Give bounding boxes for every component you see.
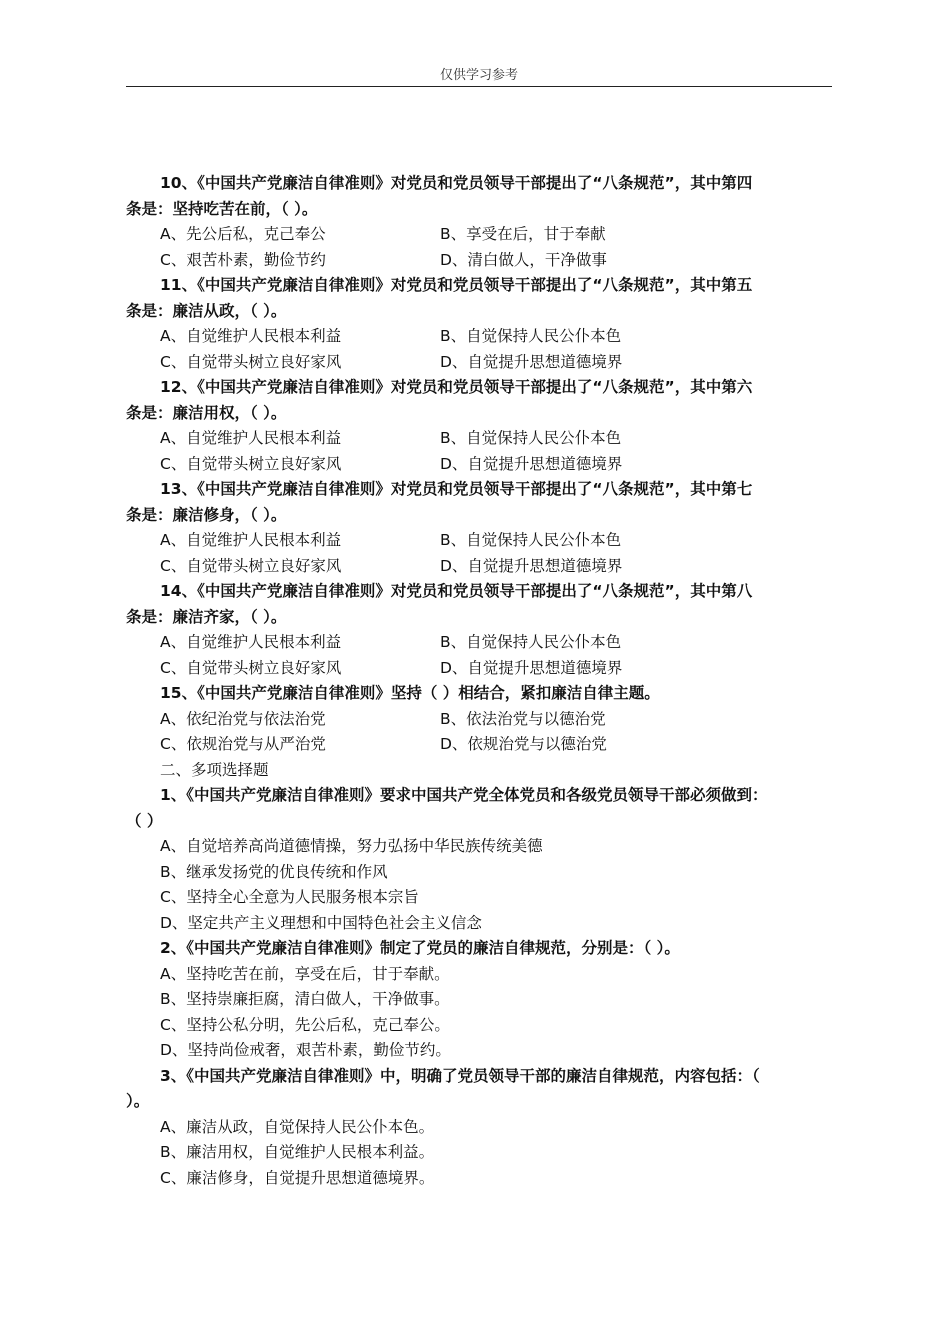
option-text: D、自觉提升思想道德境界 bbox=[440, 556, 623, 575]
option-text: C、自觉带头树立良好家风 bbox=[160, 454, 342, 473]
option-row bbox=[126, 222, 832, 248]
option-row bbox=[126, 324, 832, 350]
option-text: A、自觉维护人民根本利益 bbox=[160, 531, 342, 549]
page-header: 仅供学习参考 bbox=[439, 68, 518, 83]
question-line: （ ） bbox=[126, 811, 163, 830]
option-row bbox=[126, 732, 832, 758]
option-text: C、自觉带头树立良好家风 bbox=[160, 556, 342, 575]
option-row bbox=[126, 350, 832, 376]
option-row bbox=[126, 630, 832, 656]
option-text: A、自觉培养高尚道德情操，努力弘扬中华民族传统美德 bbox=[160, 837, 543, 855]
question-line: ）。 bbox=[126, 1092, 150, 1110]
option-text: C、坚持全心全意为人民服务根本宗旨 bbox=[160, 888, 419, 906]
option-row bbox=[126, 452, 832, 478]
question-line: 14、《中国共产党廉洁自律准则》对党员和党员领导干部提出了“八条规范”，其中第八 bbox=[160, 582, 753, 600]
question-line: 条是：坚持吃苦在前，（ ）。 bbox=[126, 199, 318, 218]
option-row bbox=[126, 554, 832, 580]
question-line: 条是：廉洁齐家，（ ）。 bbox=[126, 607, 287, 626]
document-body bbox=[126, 171, 832, 1191]
option-text: B、继承发扬党的优良传统和作风 bbox=[160, 862, 388, 881]
option-text: B、享受在后，甘于奉献 bbox=[440, 225, 606, 243]
option-text: A、廉洁从政，自觉保持人民公仆本色。 bbox=[160, 1117, 435, 1136]
option-text: D、依规治党与以德治党 bbox=[440, 735, 607, 753]
option-text: D、自觉提升思想道德境界 bbox=[440, 352, 623, 371]
option-text: A、先公后私，克己奉公 bbox=[160, 225, 326, 243]
question-line: 11、《中国共产党廉洁自律准则》对党员和党员领导干部提出了“八条规范”，其中第五 bbox=[160, 276, 753, 294]
option-text: B、依法治党与以德治党 bbox=[440, 709, 606, 728]
option-text: A、坚持吃苦在前，享受在后，甘于奉献。 bbox=[160, 964, 450, 983]
question-line: 条是：廉洁修身，（ ）。 bbox=[126, 505, 287, 524]
option-text: D、坚定共产主义理想和中国特色社会主义信念 bbox=[160, 913, 482, 932]
question-line: 3、《中国共产党廉洁自律准则》中，明确了党员领导干部的廉洁自律规范，内容包括：（ bbox=[160, 1066, 760, 1085]
option-text: C、自觉带头树立良好家风 bbox=[160, 658, 342, 677]
option-text: C、坚持公私分明，先公后私，克己奉公。 bbox=[160, 1015, 450, 1034]
option-row bbox=[126, 656, 832, 682]
option-text: B、自觉保持人民公仆本色 bbox=[440, 633, 622, 651]
option-text: D、自觉提升思想道德境界 bbox=[440, 454, 623, 473]
question-line: 12、《中国共产党廉洁自律准则》对党员和党员领导干部提出了“八条规范”，其中第六 bbox=[160, 378, 753, 396]
option-text: C、廉洁修身，自觉提升思想道德境界。 bbox=[160, 1168, 435, 1187]
option-text: B、自觉保持人民公仆本色 bbox=[440, 429, 622, 447]
question-line: 1、《中国共产党廉洁自律准则》要求中国共产党全体党员和各级党员领导干部必须做到： bbox=[160, 786, 768, 804]
option-text: B、自觉保持人民公仆本色 bbox=[440, 531, 622, 549]
question-line: 10、《中国共产党廉洁自律准则》对党员和党员领导干部提出了“八条规范”，其中第四 bbox=[160, 174, 753, 192]
option-text: D、自觉提升思想道德境界 bbox=[440, 658, 623, 677]
section-heading: 二、多项选择题 bbox=[160, 760, 269, 779]
option-text: C、艰苦朴素，勤俭节约 bbox=[160, 250, 326, 269]
option-row bbox=[126, 248, 832, 274]
option-text: C、自觉带头树立良好家风 bbox=[160, 352, 342, 371]
question-line: 条是：廉洁从政，（ ）。 bbox=[126, 301, 287, 320]
option-text: A、自觉维护人民根本利益 bbox=[160, 327, 342, 345]
option-text: A、自觉维护人民根本利益 bbox=[160, 633, 342, 651]
option-text: C、依规治党与从严治党 bbox=[160, 735, 326, 753]
question-line: 15、《中国共产党廉洁自律准则》坚持（ ）相结合，紧扣廉洁自律主题。 bbox=[160, 684, 660, 702]
question-line: 2、《中国共产党廉洁自律准则》制定了党员的廉洁自律规范，分别是：（ ）。 bbox=[160, 939, 680, 957]
question-line: 13、《中国共产党廉洁自律准则》对党员和党员领导干部提出了“八条规范”，其中第七 bbox=[160, 480, 753, 498]
option-text: B、坚持崇廉拒腐，清白做人，干净做事。 bbox=[160, 990, 450, 1008]
option-text: D、清白做人，干净做事 bbox=[440, 250, 607, 269]
option-text: A、自觉维护人民根本利益 bbox=[160, 429, 342, 447]
option-row bbox=[126, 528, 832, 554]
option-text: D、坚持尚俭戒奢，艰苦朴素，勤俭节约。 bbox=[160, 1041, 451, 1059]
option-row bbox=[126, 707, 832, 733]
option-text: B、廉洁用权，自觉维护人民根本利益。 bbox=[160, 1143, 435, 1161]
option-text: B、自觉保持人民公仆本色 bbox=[440, 327, 622, 345]
option-row bbox=[126, 426, 832, 452]
header-divider bbox=[126, 86, 832, 87]
option-text: A、依纪治党与依法治党 bbox=[160, 709, 326, 728]
question-line: 条是：廉洁用权，（ ）。 bbox=[126, 403, 287, 422]
